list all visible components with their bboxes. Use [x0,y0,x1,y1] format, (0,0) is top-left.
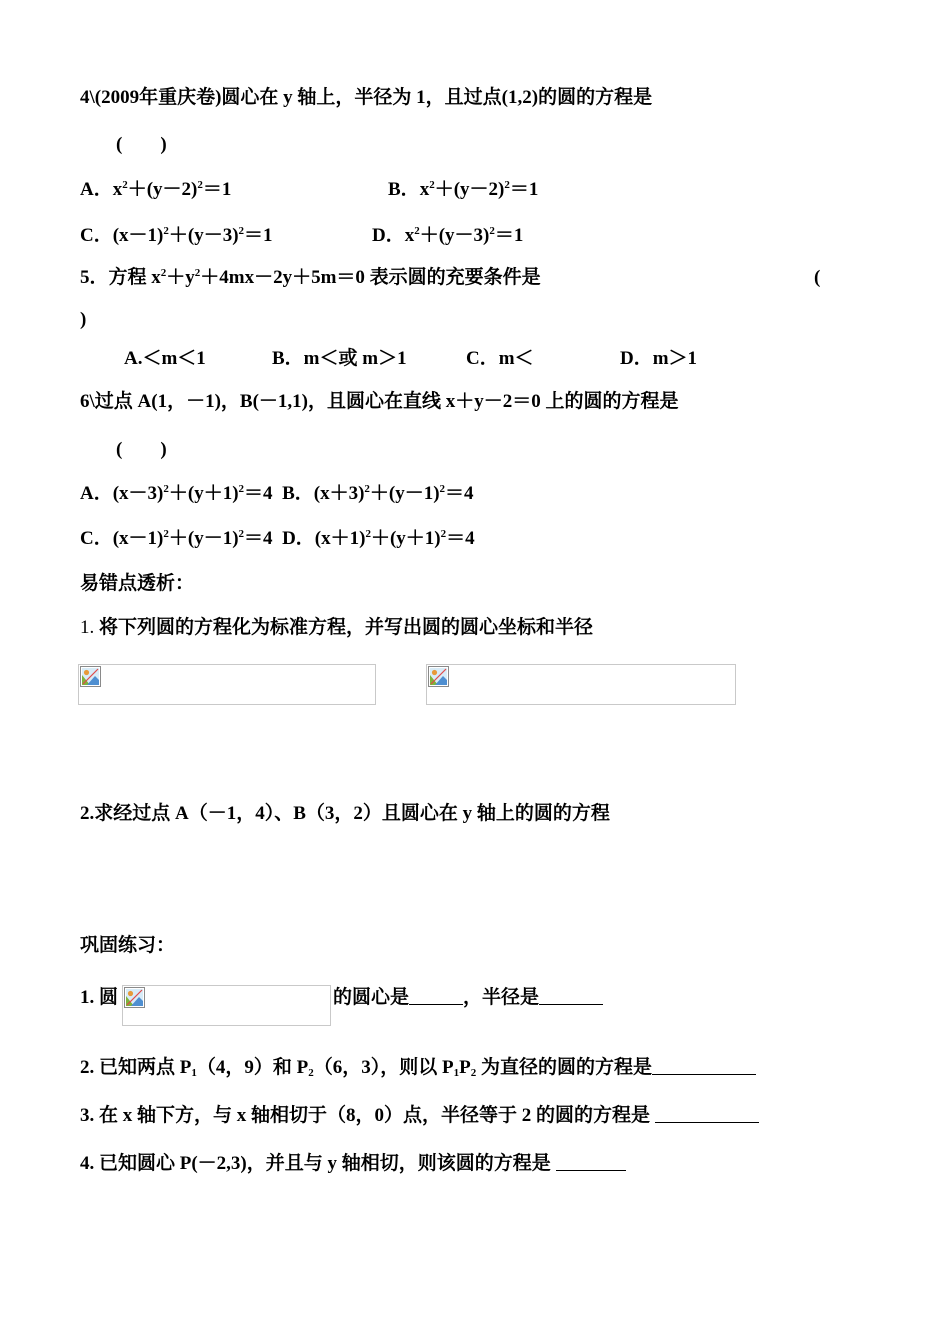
practice-problem-2: 2. 已知两点 $P_1(4$，9）和 $P_2(6$，3），则以 $P_1P_2$ 为直径的圆的方程是 [80,1056,756,1080]
q6-paren: ( ) [116,439,167,460]
q4-option-b-label: B． [388,179,420,200]
practice-problem-1-prefix: 1. 圆 [80,987,119,1008]
q4-option-d-label: D． [372,225,405,246]
q4-option-b-text: $x^2+(y-2)^2=1$ [419,179,539,200]
q6-option-d: D．$(x+1)^2+(y+1)^2=4$ [282,528,475,549]
practice-problem-1-rest [333,986,603,1010]
q4-option-c-label: C． [80,225,113,246]
q5-option-b: B．m＜或 m＞1 [272,348,407,369]
q6-option-b: B．$(x+3)^2+(y-1)^2=4$ [282,483,474,504]
practice-problem-3-text: 3. 在 x 轴下方，与 x 轴相切于（8，0）点，半径等于 2 的圆的方程是 [80,1105,651,1126]
q4-stem: 4\(2009年重庆卷)圆心在 y 轴上，半径为 1，且过点(1,2)的圆的方程是 [80,87,653,108]
q4-option-c-text: $(x-1)^2+(y-3)^2=1$ [112,225,273,246]
errors-problem-1-number: 1. [80,617,95,638]
q5-option-d: D．m＞1 [620,348,698,369]
practice-problem-4-text: 4. 已知圆心 P(－2,3)，并且与 y 轴相切，则该圆的方程是 [80,1153,551,1174]
q4-option-d-text: $x^2+(y-3)^2=1$ [404,225,524,246]
q6-option-c: C．$(x-1)^2+(y-1)^2=4$ [80,528,273,549]
answer-blank[interactable] [409,986,463,1005]
q4-option-a [80,178,231,202]
answer-blank[interactable] [655,1104,759,1123]
practice-heading: 巩固练习： [80,935,176,956]
q4-option-a-label: A． [80,179,113,200]
answer-blank[interactable] [652,1056,756,1075]
practice-problem-1-radius-label: ，半径是 [463,987,540,1008]
broken-image-icon [80,666,101,687]
q5-paren-open: ( [814,267,821,288]
broken-image-icon [428,666,449,687]
q6-stem: 6\过点 A(1，－1)，B(－1,1)，且圆心在直线 x＋y－2＝0 上的圆的方程是 [80,391,679,412]
errors-problem-1-text: 将下列圆的方程化为标准方程，并写出圆的圆心坐标和半径 [99,617,594,638]
answer-blank[interactable] [539,986,603,1005]
errors-problem-1 [80,616,593,640]
q6-options-ab [80,482,474,506]
equation-image-placeholder-2 [426,664,736,705]
practice-problem-1-center-label: 的圆心是 [333,987,410,1008]
q5-paren-close: ) [80,309,87,330]
q4-option-b [388,178,538,202]
answer-blank[interactable] [556,1152,626,1171]
q4-option-d [372,224,523,248]
q4-option-c [80,224,273,248]
q4-option-a-text: $x^2+(y-2)^2=1$ [112,179,232,200]
broken-image-icon [124,987,145,1008]
errors-problem-2: 2.求经过点 A（－1，4）、B（3，2）且圆心在 y 轴上的圆的方程 [80,803,610,824]
errors-heading: 易错点透析： [80,573,195,594]
equation-image-placeholder-3 [122,985,331,1026]
q4-paren: ( ) [116,134,167,155]
practice-problem-4 [80,1152,626,1176]
q5-stem: 5．方程 $x^2+y^2+4mx-2y+5m=0$ 表示圆的充要条件是 [80,267,541,288]
q6-options-cd [80,527,475,551]
equation-image-placeholder-1 [78,664,376,705]
practice-problem-3 [80,1104,759,1128]
q6-option-a: A．$(x-3)^2+(y+1)^2=4$ [80,483,273,504]
q5-option-c: C．m＜ [466,348,534,369]
q5-option-a: A.＜m＜1 [124,348,206,369]
